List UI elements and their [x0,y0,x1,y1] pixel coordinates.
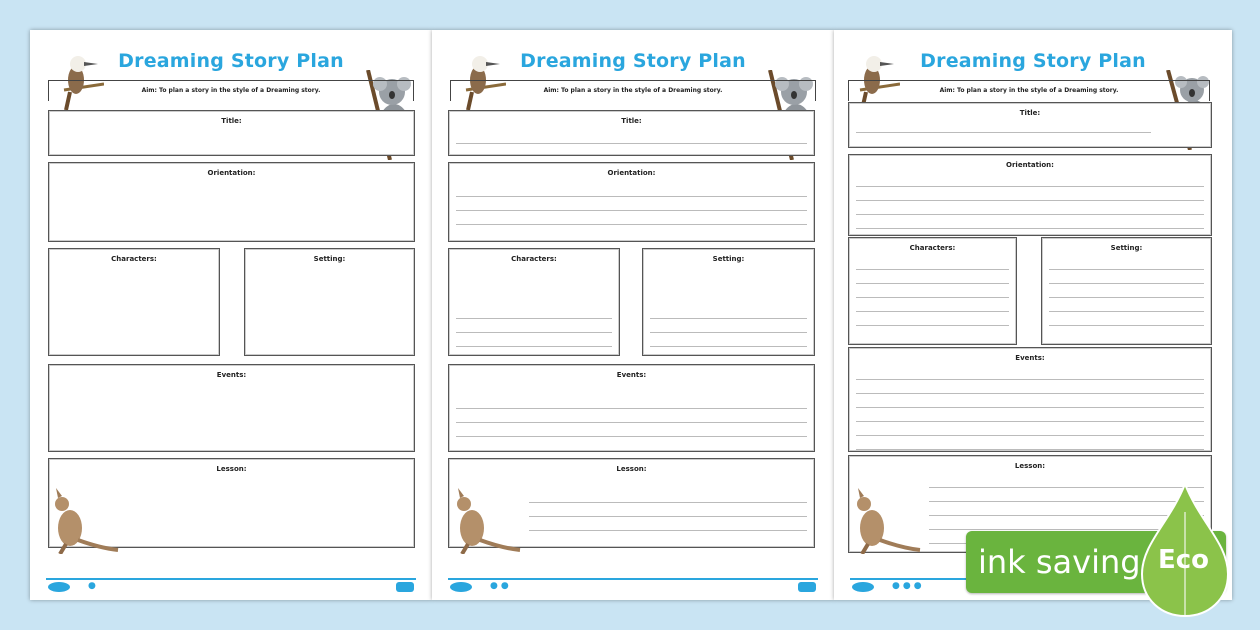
writing-line [856,215,1204,229]
title-box [448,110,815,156]
events-box [448,364,815,452]
writing-line [1049,284,1204,298]
kangaroo-icon [842,488,922,554]
writing-line [856,256,1009,270]
writing-line [1049,270,1204,284]
orientation-box [848,154,1212,236]
writing-line [456,130,807,144]
title-label: Title: [221,117,242,125]
eco-label: Eco [1158,545,1210,575]
kangaroo-icon [442,488,522,554]
writing-line [456,211,807,225]
orientation-label: Orientation: [1006,161,1054,169]
writing-line [650,305,807,319]
orientation-label: Orientation: [207,169,256,177]
aim-text: Aim: To plan a story in the style of a Dreaming story. [48,80,414,101]
characters-label: Characters: [909,244,956,252]
orientation-label: Orientation: [607,169,656,177]
writing-line [456,183,807,197]
writing-line [856,436,1204,450]
title-label: Title: [621,117,642,125]
writing-line [456,305,612,319]
setting-label: Setting: [313,255,346,263]
setting-label: Setting: [712,255,745,263]
writing-line [856,187,1204,201]
writing-line [856,380,1204,394]
events-label: Events: [1015,354,1045,362]
title-box [848,102,1212,148]
setting-label: Setting: [1110,244,1143,252]
title-label: Title: [1019,109,1041,117]
aim-text: Aim: To plan a story in the style of a Dreaming story. [848,80,1210,101]
worksheet-page-2 [432,30,834,600]
writing-line [856,298,1009,312]
lesson-label: Lesson: [1014,462,1046,470]
writing-line [456,423,807,437]
writing-line [529,517,807,531]
writing-line [456,197,807,211]
writing-line [456,395,807,409]
writing-line [856,394,1204,408]
kangaroo-icon [40,488,120,554]
orientation-box [48,162,415,242]
orientation-box [448,162,815,242]
writing-line [856,119,1151,133]
footer-rule [46,578,416,580]
footer-rule [448,578,818,580]
events-box [848,347,1212,452]
page-indicator: ●●● [892,581,925,591]
title-box [48,110,415,156]
page-indicator: ● [88,581,99,591]
writing-line [529,503,807,517]
characters-box [848,237,1017,345]
writing-line [529,489,807,503]
writing-line [856,312,1009,326]
writing-line [1049,312,1204,326]
page-indicator: ●● [490,581,512,591]
brand-mark-icon [396,582,414,592]
writing-line [856,366,1204,380]
writing-line [650,319,807,333]
aim-text: Aim: To plan a story in the style of a Dreaming story. [450,80,816,101]
writing-line [856,422,1204,436]
ink-saving-text: ink saving [978,543,1141,581]
writing-line [856,173,1204,187]
writing-line [456,409,807,423]
page-title: Dreaming Story Plan [920,50,1146,72]
writing-line [856,284,1009,298]
setting-box [642,248,815,356]
events-label: Events: [616,371,647,379]
events-label: Events: [216,371,247,379]
lesson-label: Lesson: [216,465,247,473]
events-box [48,364,415,452]
brand-logo-icon [852,582,874,592]
writing-line [1049,256,1204,270]
characters-label: Characters: [111,255,157,263]
characters-box [48,248,220,356]
lesson-label: Lesson: [616,465,647,473]
writing-line [1049,298,1204,312]
brand-logo-icon [450,582,472,592]
setting-box [244,248,415,356]
worksheet-page-1 [30,30,432,600]
characters-box [448,248,620,356]
setting-box [1041,237,1212,345]
writing-line [650,333,807,347]
writing-line [456,333,612,347]
brand-logo-icon [48,582,70,592]
writing-line [856,201,1204,215]
page-title: Dreaming Story Plan [118,50,344,72]
writing-line [856,270,1009,284]
characters-label: Characters: [511,255,557,263]
page-title: Dreaming Story Plan [520,50,746,72]
brand-mark-icon [798,582,816,592]
writing-line [856,408,1204,422]
writing-line [456,319,612,333]
